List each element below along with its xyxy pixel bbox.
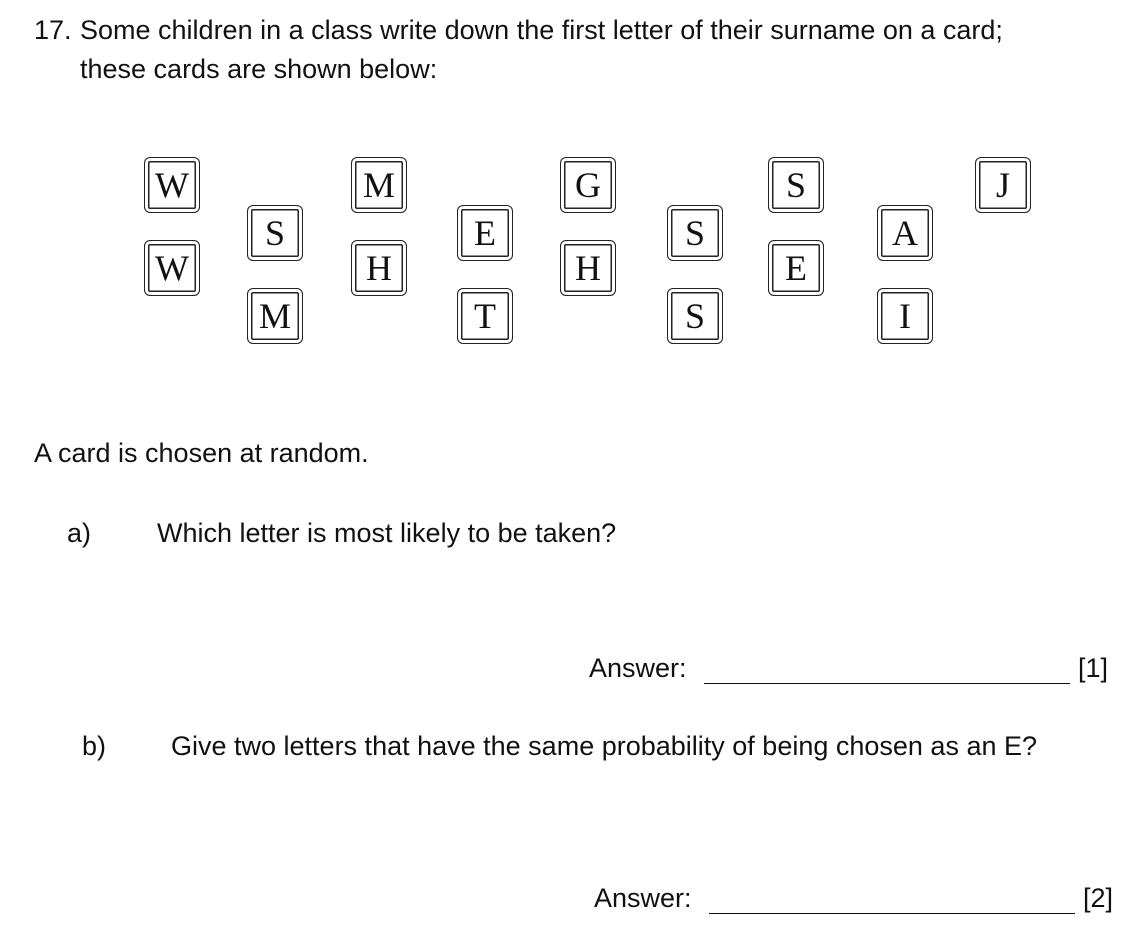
part-a-question: Which letter is most likely to be taken? — [157, 518, 617, 548]
part-b-answer-label: Answer: — [594, 883, 692, 913]
letter-card: T — [457, 288, 513, 344]
letter-card: E — [768, 240, 824, 296]
letter-card: M — [247, 288, 303, 344]
part-b-label: b) — [82, 731, 107, 761]
question-text-line-2: these cards are shown below: — [80, 54, 438, 84]
question-text-line-1: Some children in a class write down the first letter of their surname on a card; — [80, 15, 1003, 45]
letter-card: H — [560, 240, 616, 296]
letter-card: E — [457, 205, 513, 261]
letter-card: I — [877, 288, 933, 344]
letter-card: S — [667, 205, 723, 261]
letter-card: A — [877, 205, 933, 261]
part-b-marks: [2] — [1083, 883, 1114, 913]
random-choice-prompt: A card is chosen at random. — [34, 438, 369, 468]
part-a-answer-line — [704, 683, 1070, 684]
question-number: 17. — [34, 15, 72, 45]
letter-card: S — [768, 157, 824, 213]
letter-card: M — [351, 157, 407, 213]
letter-card: J — [975, 157, 1031, 213]
part-a-answer-label: Answer: — [589, 653, 687, 683]
part-a-label: a) — [67, 518, 92, 548]
part-a-marks: [1] — [1078, 653, 1109, 683]
letter-card: S — [667, 288, 723, 344]
letter-card: S — [247, 205, 303, 261]
part-b-answer-line — [709, 913, 1075, 914]
letter-card: H — [351, 240, 407, 296]
letter-card: W — [144, 157, 200, 213]
part-b-question: Give two letters that have the same probability of being chosen as an E? — [171, 731, 1038, 761]
letter-card: G — [560, 157, 616, 213]
letter-card: W — [144, 240, 200, 296]
